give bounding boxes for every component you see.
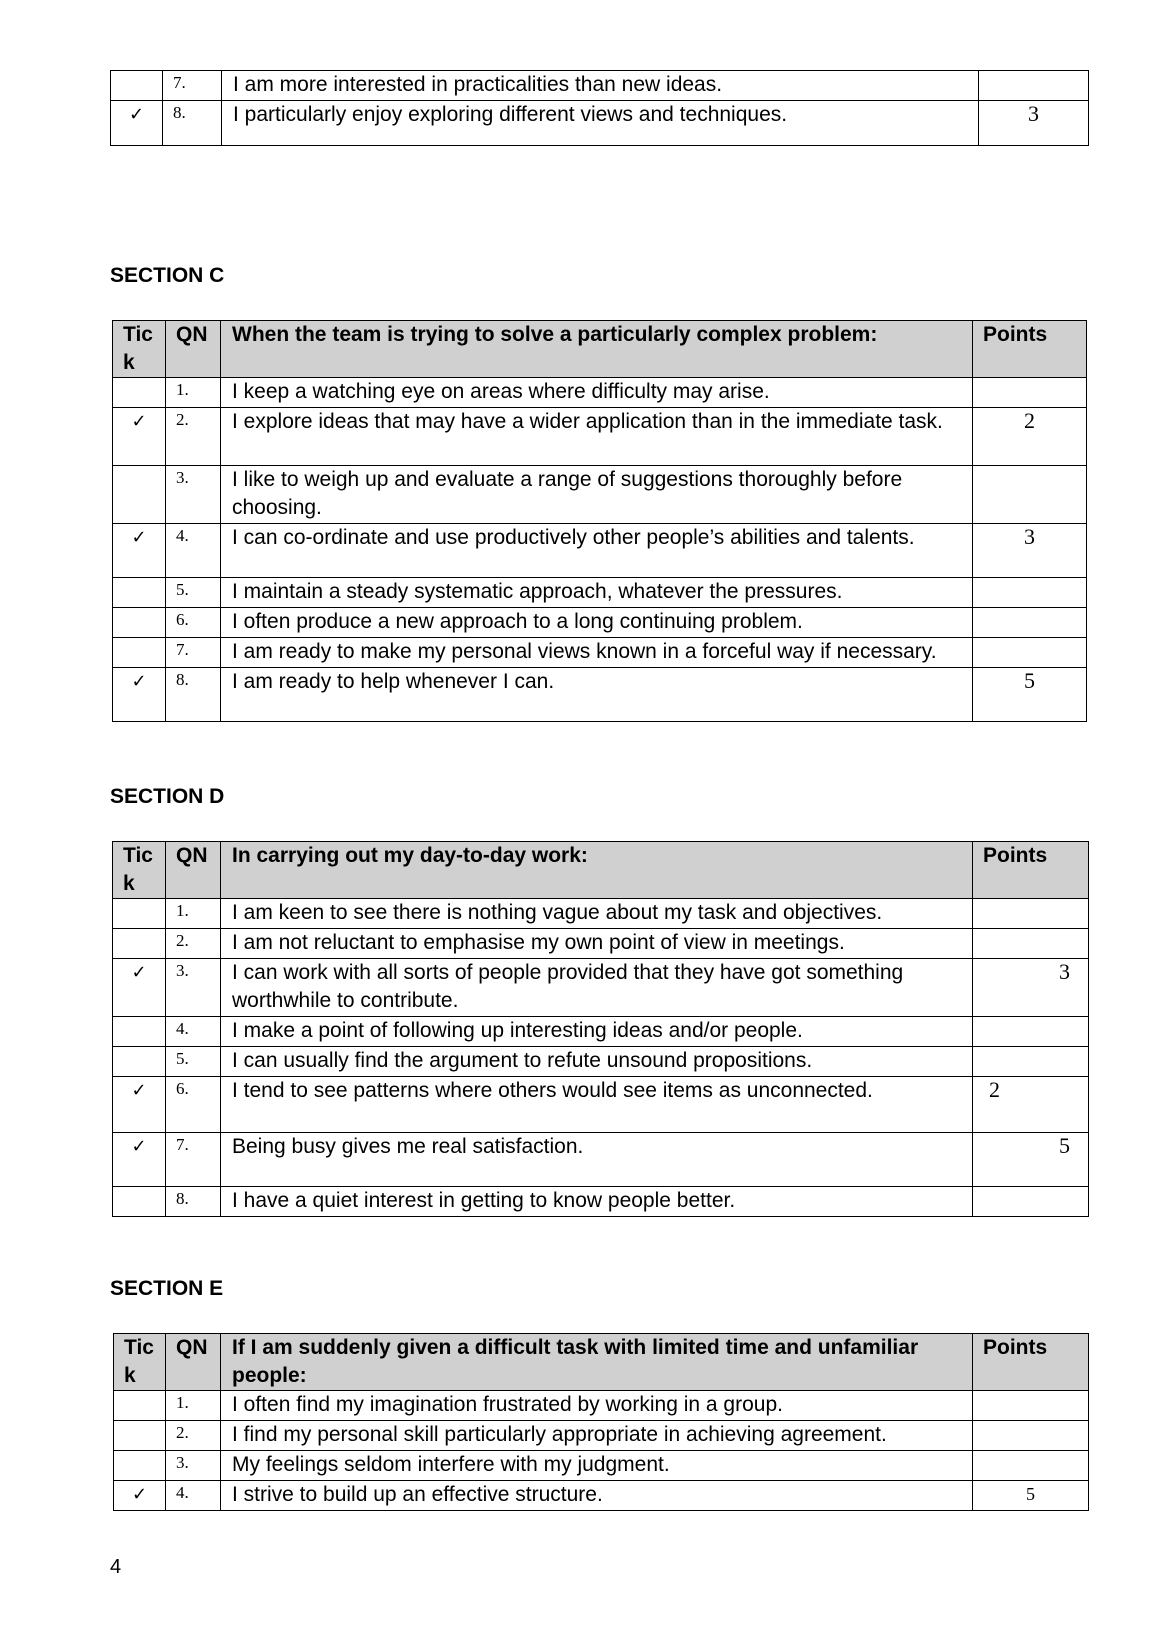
tick-cell[interactable]: ✓ [111,101,163,146]
tick-cell[interactable]: ✓ [113,668,166,722]
tick-cell[interactable] [113,929,166,959]
table-row [113,1077,1089,1133]
section-e-table [113,1333,1089,1511]
question-number: 4. [166,1017,221,1047]
table-header [113,842,1089,899]
points-cell[interactable] [973,1047,1089,1077]
statement-text: I explore ideas that may have a wider application than in the immediate task. [221,408,973,466]
section-e-title: SECTION E [110,1277,224,1300]
points-cell[interactable]: 3 [973,524,1087,578]
tick-cell[interactable] [114,1421,166,1451]
points-cell[interactable]: 5 [973,1481,1089,1511]
table-row [111,71,1089,101]
question-number: 3. [166,466,221,524]
points-cell[interactable] [973,1391,1089,1421]
question-number: 1. [166,899,221,929]
points-cell[interactable]: 3 [973,959,1089,1017]
tick-cell[interactable]: ✓ [113,408,166,466]
question-number: 5. [166,578,221,608]
tick-cell[interactable] [113,578,166,608]
points-cell[interactable] [973,899,1089,929]
statement-text: I can work with all sorts of people provided that they have got something worthwhile to contribute. [221,959,973,1017]
table-row [113,929,1089,959]
table-row [114,1391,1089,1421]
statement-text: I strive to build up an effective structure. [221,1481,973,1511]
section-c-table [112,320,1087,722]
statement-text: I find my personal skill particularly appropriate in achieving agreement. [221,1421,973,1451]
section-d-title: SECTION D [110,785,225,808]
question-number: 4. [166,1481,221,1511]
question-number: 8. [166,1187,221,1217]
section-prompt: If I am suddenly given a difficult task with limited time and unfamiliar people: [221,1334,973,1391]
tick-column-header: Tic k [113,321,166,378]
table-row [113,668,1087,722]
points-cell[interactable]: 5 [973,668,1087,722]
points-cell[interactable]: 2 [973,408,1087,466]
statement-text: I make a point of following up interesting ideas and/or people. [221,1017,973,1047]
table-row [113,1187,1089,1217]
statement-text: I am keen to see there is nothing vague about my task and objectives. [221,899,973,929]
question-number: 1. [166,378,221,408]
question-number: 8. [166,668,221,722]
page-number: 4 [110,1556,122,1578]
points-column-header: Points [973,321,1087,378]
table-row [113,899,1089,929]
question-number: 2. [166,929,221,959]
points-cell[interactable] [973,1451,1089,1481]
statement-text: My feelings seldom interfere with my judgment. [221,1451,973,1481]
table-row [113,608,1087,638]
statement-text: I can usually find the argument to refute unsound propositions. [221,1047,973,1077]
tick-column-header: Tic k [114,1334,166,1391]
tick-cell[interactable] [113,638,166,668]
statement-text: I am ready to make my personal views known in a forceful way if necessary. [221,638,973,668]
table-row [113,378,1087,408]
points-cell[interactable] [973,929,1089,959]
tick-cell[interactable] [113,1187,166,1217]
tick-cell[interactable]: ✓ [114,1481,166,1511]
statement-text: I am more interested in practicalities than new ideas. [222,71,979,101]
section-prompt: When the team is trying to solve a particularly complex problem: [221,321,973,378]
points-column-header: Points [973,1334,1089,1391]
statement-text: I often produce a new approach to a long continuing problem. [221,608,973,638]
points-cell[interactable] [973,638,1087,668]
table-row [114,1481,1089,1511]
table-row [113,959,1089,1017]
table-row [113,408,1087,466]
points-cell[interactable]: 5 [973,1133,1089,1187]
statement-text: I am not reluctant to emphasise my own point of view in meetings. [221,929,973,959]
qn-column-header: QN [166,321,221,378]
statement-text: I often find my imagination frustrated by working in a group. [221,1391,973,1421]
tick-cell[interactable]: ✓ [113,1133,166,1187]
table-header [114,1334,1089,1391]
qn-column-header: QN [166,842,221,899]
points-cell[interactable] [973,608,1087,638]
statement-text: I particularly enjoy exploring different views and techniques. [222,101,979,146]
points-cell[interactable] [973,378,1087,408]
table-row [114,1421,1089,1451]
table-row [113,466,1087,524]
section-c-title: SECTION C [110,264,225,287]
tick-cell[interactable]: ✓ [113,524,166,578]
points-cell[interactable]: 3 [979,101,1089,146]
table-row [113,524,1087,578]
table-row [113,1017,1089,1047]
question-number: 3. [166,959,221,1017]
tick-column-header: Tic k [113,842,166,899]
table-row [113,1047,1089,1077]
tick-cell[interactable] [113,608,166,638]
section-b-continuation-table [110,70,1089,146]
tick-cell[interactable] [113,1047,166,1077]
statement-text: I can co-ordinate and use productively other people’s abilities and talents. [221,524,973,578]
question-number: 3. [166,1451,221,1481]
table-row [114,1451,1089,1481]
points-cell[interactable] [973,466,1087,524]
question-number: 7. [166,638,221,668]
question-number: 5. [166,1047,221,1077]
points-column-header: Points [973,842,1089,899]
tick-cell[interactable] [113,378,166,408]
section-d-table [112,841,1089,1217]
points-cell[interactable] [979,71,1089,101]
points-cell[interactable] [973,1421,1089,1451]
tick-cell[interactable] [113,1017,166,1047]
points-cell[interactable] [973,1017,1089,1047]
statement-text: I like to weigh up and evaluate a range of suggestions thoroughly before choosing. [221,466,973,524]
question-number: 1. [166,1391,221,1421]
question-number: 8. [163,101,222,146]
question-number: 7. [166,1133,221,1187]
statement-text: Being busy gives me real satisfaction. [221,1133,973,1187]
question-number: 7. [163,71,222,101]
tick-cell[interactable]: ✓ [113,1077,166,1133]
table-row [113,578,1087,608]
table-row [111,101,1089,146]
question-number: 6. [166,1077,221,1133]
section-prompt: In carrying out my day-to-day work: [221,842,973,899]
question-number: 4. [166,524,221,578]
statement-text: I am ready to help whenever I can. [221,668,973,722]
tick-cell[interactable]: ✓ [113,959,166,1017]
tick-cell[interactable] [111,71,163,101]
statement-text: I tend to see patterns where others would see items as unconnected. [221,1077,973,1133]
tick-cell[interactable] [113,899,166,929]
points-cell[interactable] [973,1187,1089,1217]
question-number: 2. [166,408,221,466]
tick-cell[interactable] [114,1391,166,1421]
table-row [113,1133,1089,1187]
tick-cell[interactable] [114,1451,166,1481]
question-number: 2. [166,1421,221,1451]
table-row [113,638,1087,668]
table-header [113,321,1087,378]
qn-column-header: QN [166,1334,221,1391]
statement-text: I have a quiet interest in getting to know people better. [221,1187,973,1217]
points-cell[interactable] [973,578,1087,608]
points-cell[interactable]: 2 [973,1077,1089,1133]
question-number: 6. [166,608,221,638]
tick-cell[interactable] [113,466,166,524]
statement-text: I maintain a steady systematic approach, whatever the pressures. [221,578,973,608]
statement-text: I keep a watching eye on areas where difficulty may arise. [221,378,973,408]
